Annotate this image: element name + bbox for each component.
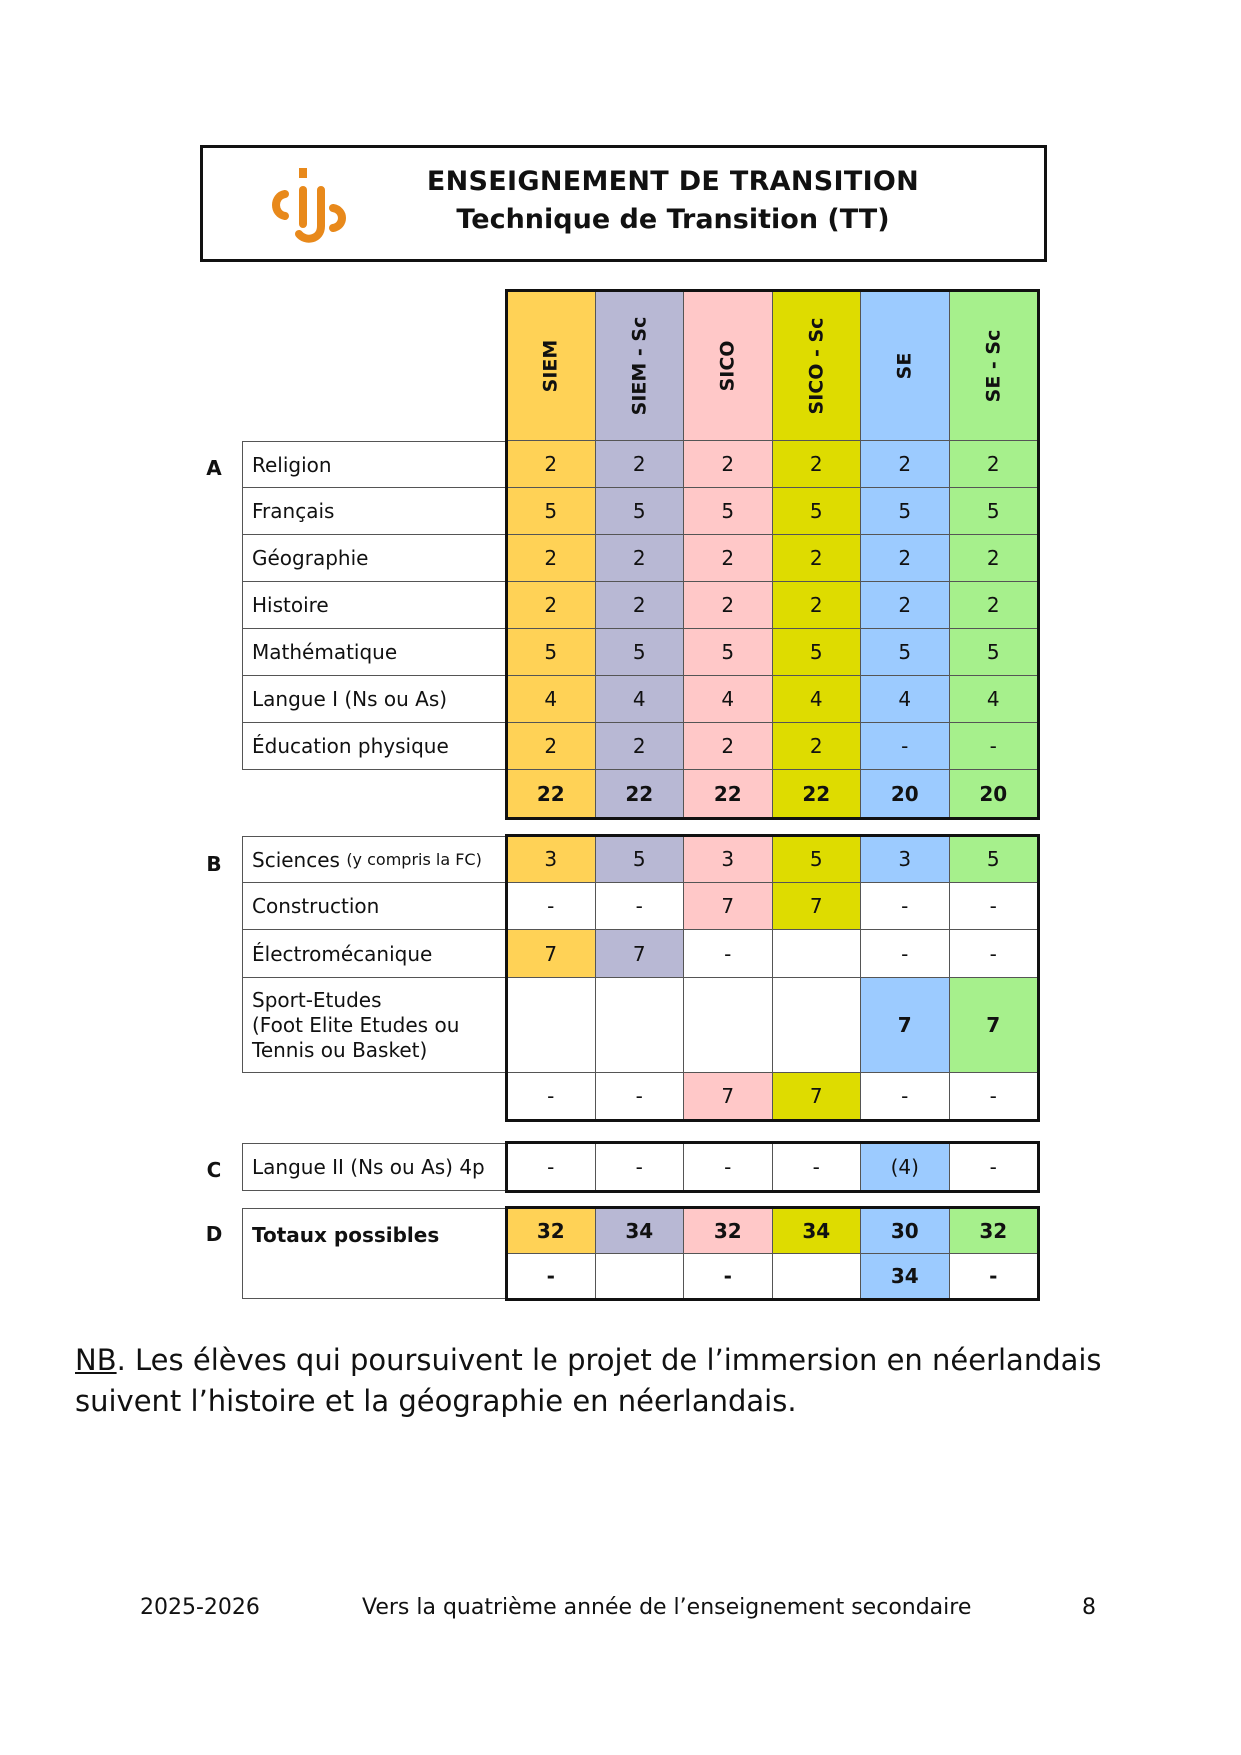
cell-langue-2: - xyxy=(950,1143,1039,1191)
cell-a: 4 xyxy=(507,676,596,723)
cell-a: 5 xyxy=(950,488,1039,535)
cell-electro xyxy=(773,930,862,978)
cell-sciences: 5 xyxy=(596,836,685,883)
cell-a: 4 xyxy=(950,676,1039,723)
sciences-label: Sciences xyxy=(252,847,340,872)
column-header-label: SIEM xyxy=(539,339,562,392)
cell-a: 2 xyxy=(507,582,596,629)
cell-a: 5 xyxy=(861,629,950,676)
sport-label-line-2: (Foot Elite Etudes ou xyxy=(252,1012,460,1037)
cell-total-possible: 32 xyxy=(507,1208,596,1254)
cell-langue-2: (4) xyxy=(861,1143,950,1191)
column-header xyxy=(950,291,1039,441)
cell-sport xyxy=(684,978,773,1073)
cell-a: 5 xyxy=(507,488,596,535)
row-label-geographie: Géographie xyxy=(242,535,507,582)
cell-a: 2 xyxy=(596,535,685,582)
cell-a: 2 xyxy=(684,582,773,629)
cell-a: 2 xyxy=(507,441,596,488)
column-header-label: SE xyxy=(893,352,916,379)
column-header xyxy=(596,291,685,441)
row-label-histoire: Histoire xyxy=(242,582,507,629)
cell-a-total: 22 xyxy=(773,770,862,818)
row-label-totaux-possibles: Totaux possibles xyxy=(242,1208,507,1299)
cell-b-extra: - xyxy=(596,1073,685,1120)
cell-a: 2 xyxy=(861,535,950,582)
note-prefix: NB xyxy=(75,1343,117,1377)
cell-b-extra: 7 xyxy=(684,1073,773,1120)
cell-a: 2 xyxy=(950,582,1039,629)
column-header xyxy=(507,291,596,441)
cell-sciences: 3 xyxy=(684,836,773,883)
cell-a: 2 xyxy=(773,723,862,770)
cell-a-total: 20 xyxy=(861,770,950,818)
note-line-2: suivent l’histoire et la géographie en néerlandais. xyxy=(75,1384,797,1418)
cell-a-total: 22 xyxy=(684,770,773,818)
cell-sport xyxy=(773,978,862,1073)
column-header-label: SE - Sc xyxy=(982,329,1005,402)
cell-construction: 7 xyxy=(684,883,773,930)
cell-sciences: 3 xyxy=(507,836,596,883)
row-label-langue-1: Langue I (Ns ou As) xyxy=(242,676,507,723)
sciences-note: (y compris la FC) xyxy=(346,850,482,869)
cell-sport: 7 xyxy=(861,978,950,1073)
cell-total-possible: 32 xyxy=(950,1208,1039,1254)
row-label-francais: Français xyxy=(242,488,507,535)
row-label-construction: Construction xyxy=(242,883,507,930)
page-title: ENSEIGNEMENT DE TRANSITION xyxy=(426,166,920,197)
cell-b-extra: 7 xyxy=(773,1073,862,1120)
section-d-label: D xyxy=(205,1222,223,1246)
cell-langue-2: - xyxy=(507,1143,596,1191)
cell-total-possible-alt: 34 xyxy=(861,1254,950,1299)
cell-a: 2 xyxy=(507,535,596,582)
school-logo-icon xyxy=(269,164,349,246)
row-label-mathematique: Mathématique xyxy=(242,629,507,676)
row-label-religion: Religion xyxy=(242,441,507,488)
cell-a: 2 xyxy=(773,582,862,629)
cell-electro: - xyxy=(950,930,1039,978)
column-header xyxy=(773,291,862,441)
page-subtitle: Technique de Transition (TT) xyxy=(456,204,890,235)
cell-a: 5 xyxy=(950,629,1039,676)
header-box xyxy=(200,145,1047,262)
cell-langue-2: - xyxy=(596,1143,685,1191)
cell-total-possible: 32 xyxy=(684,1208,773,1254)
cell-a: 2 xyxy=(596,723,685,770)
cell-total-possible-alt: - xyxy=(684,1254,773,1299)
cell-a: 5 xyxy=(684,629,773,676)
cell-construction: - xyxy=(507,883,596,930)
cell-b-extra: - xyxy=(950,1073,1039,1120)
cell-sport xyxy=(596,978,685,1073)
cell-a: 4 xyxy=(773,676,862,723)
cell-a: 5 xyxy=(861,488,950,535)
row-label-sciences xyxy=(242,836,507,883)
cell-a: 2 xyxy=(684,441,773,488)
section-c-label: C xyxy=(206,1158,222,1182)
cell-a-total: 22 xyxy=(507,770,596,818)
cell-a: 2 xyxy=(950,535,1039,582)
cell-construction: - xyxy=(596,883,685,930)
row-label-electromecanique: Électromécanique xyxy=(242,930,507,978)
row-label-sport-etudes xyxy=(242,978,507,1073)
cell-a: 2 xyxy=(596,441,685,488)
cell-total-possible-alt xyxy=(596,1254,685,1299)
cell-b-extra: - xyxy=(861,1073,950,1120)
cell-total-possible-alt: - xyxy=(950,1254,1039,1299)
cell-a: 2 xyxy=(950,441,1039,488)
cell-a: 5 xyxy=(596,629,685,676)
page-number: 8 xyxy=(1082,1595,1096,1620)
cell-b-extra: - xyxy=(507,1073,596,1120)
cell-electro: 7 xyxy=(507,930,596,978)
cell-a: 2 xyxy=(684,535,773,582)
cell-total-possible-alt xyxy=(773,1254,862,1299)
cell-a-total: 22 xyxy=(596,770,685,818)
cell-a: 5 xyxy=(773,629,862,676)
cell-a: 4 xyxy=(596,676,685,723)
column-header-label: SICO - Sc xyxy=(805,317,828,414)
column-header xyxy=(861,291,950,441)
cell-electro: 7 xyxy=(596,930,685,978)
section-b-label: B xyxy=(206,852,222,876)
cell-a: 2 xyxy=(773,535,862,582)
note-paragraph xyxy=(75,1340,1175,1422)
cell-sciences: 5 xyxy=(773,836,862,883)
cell-a: - xyxy=(861,723,950,770)
footer-year: 2025-2026 xyxy=(140,1595,260,1620)
cell-a: 2 xyxy=(596,582,685,629)
cell-electro: - xyxy=(684,930,773,978)
cell-sport: 7 xyxy=(950,978,1039,1073)
cell-sport xyxy=(507,978,596,1073)
note-line-1: . Les élèves qui poursuivent le projet de l’immersion en néerlandais xyxy=(116,1343,1102,1377)
cell-construction: - xyxy=(861,883,950,930)
column-header xyxy=(684,291,773,441)
cell-a-total: 20 xyxy=(950,770,1039,818)
cell-langue-2: - xyxy=(684,1143,773,1191)
cell-a: 2 xyxy=(507,723,596,770)
cell-a: - xyxy=(950,723,1039,770)
cell-total-possible: 34 xyxy=(596,1208,685,1254)
column-header-label: SIEM - Sc xyxy=(628,316,651,415)
row-label-langue-2: Langue II (Ns ou As) 4p xyxy=(242,1143,507,1191)
cell-total-possible: 34 xyxy=(773,1208,862,1254)
cell-a: 2 xyxy=(773,441,862,488)
cell-a: 2 xyxy=(861,441,950,488)
cell-construction: 7 xyxy=(773,883,862,930)
cell-langue-2: - xyxy=(773,1143,862,1191)
cell-electro: - xyxy=(861,930,950,978)
sport-label-line-1: Sport-Etudes xyxy=(252,987,382,1012)
cell-a: 4 xyxy=(861,676,950,723)
cell-a: 5 xyxy=(684,488,773,535)
cell-construction: - xyxy=(950,883,1039,930)
cell-total-possible-alt: - xyxy=(507,1254,596,1299)
cell-a: 4 xyxy=(684,676,773,723)
cell-total-possible: 30 xyxy=(861,1208,950,1254)
cell-a: 5 xyxy=(596,488,685,535)
cell-a: 5 xyxy=(507,629,596,676)
sport-label-line-3: Tennis ou Basket) xyxy=(252,1037,428,1062)
cell-a: 2 xyxy=(684,723,773,770)
cell-sciences: 5 xyxy=(950,836,1039,883)
column-header-label: SICO xyxy=(716,340,739,391)
footer-text: Vers la quatrième année de l’enseignement secondaire xyxy=(362,1595,972,1620)
cell-a: 5 xyxy=(773,488,862,535)
section-a-label: A xyxy=(206,456,222,480)
row-label-education-physique: Éducation physique xyxy=(242,723,507,770)
cell-a: 2 xyxy=(861,582,950,629)
cell-sciences: 3 xyxy=(861,836,950,883)
